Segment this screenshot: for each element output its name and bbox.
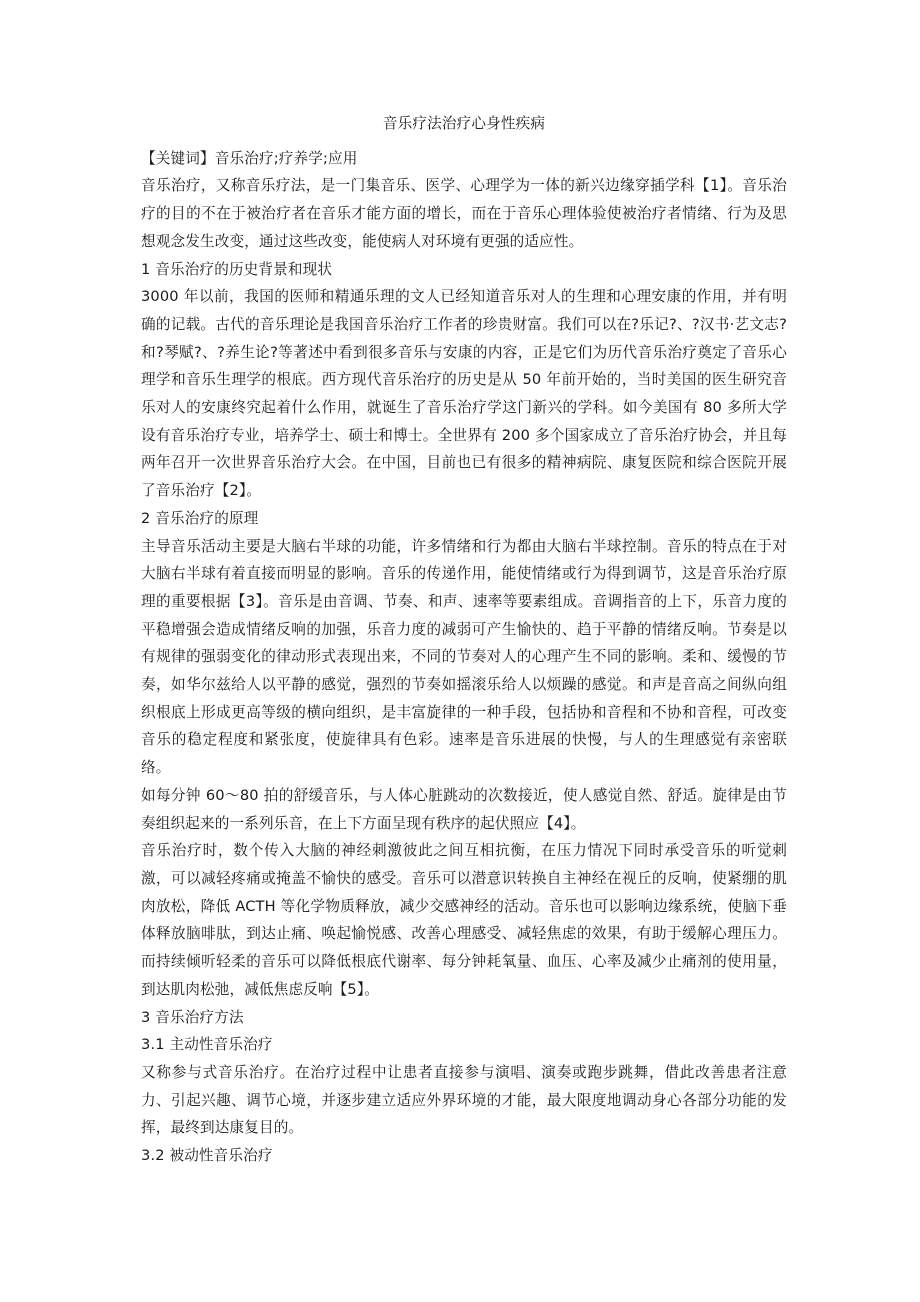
- keywords-line: 【关键词】音乐治疗;疗养学;应用: [141, 149, 358, 167]
- subsection-heading-active: 3.1 主动性音乐治疗: [141, 1036, 273, 1054]
- mechanism-paragraph: 音乐治疗时，数个传入大脑的神经刺激彼此之间互相抗衡，在压力情况下同时承受音乐的听觉刺激，可以减轻疼痛或掩盖不愉快的感受。音乐可以潜意识转换自主神经在视丘的反响，使紧绷的肌肉放松，降低 ACTH 等化学物质释放，减少交感神经的活动。音乐也可以影响边缘系统，使脑下垂体释放脑啡肽，到达止痛、唤起愉悦感、改善心理感受、减轻焦虑的效果，有助于缓解心理压力。而持续倾听轻柔的音乐可以降低根底代谢率、每分钟耗氧量、血压、心率及减少止痛剂的使用量，到达肌肉松弛，减低焦虑反响【5】。: [141, 842, 787, 998]
- section-heading-principle: 2 音乐治疗的原理: [141, 509, 259, 527]
- document-title: 音乐疗法治疗心身性疾病: [382, 115, 546, 132]
- active-therapy-paragraph: 又称参与式音乐治疗。在治疗过程中让患者直接参与演唱、演奏或跑步跳舞，借此改善患者注意力、引起兴趣、调节心境，并逐步建立适应外界环境的才能，最大限度地调动身心各部分功能的发挥，最终到达康复目的。: [141, 1063, 787, 1137]
- subsection-heading-passive: 3.2 被动性音乐治疗: [141, 1147, 273, 1165]
- principle-paragraph: 主导音乐活动主要是大脑右半球的功能，许多情绪和行为都由大脑右半球控制。音乐的特点在于对大脑右半球有着直接而明显的影响。音乐的传递作用，能使情绪或行为得到调节，这是音乐治疗原理的重要根据【3】。音乐是由音调、节奏、和声、速率等要素组成。音调指音的上下，乐音力度的平稳增强会造成情绪反响的加强，乐音力度的减弱可产生愉快的、趋于平静的情绪反响。节奏是以有规律的强弱变化的律动形式表现出来，不同的节奏对人的心理产生不同的影响。柔和、缓慢的节奏，如华尔兹给人以平静的感觉，强烈的节奏如摇滚乐给人以烦躁的感觉。和声是音高之间纵向组织根底上形成更高等级的横向组织，是丰富旋律的一种手段，包括协和音程和不协和音程，可改变音乐的稳定程度和紧张度，使旋律具有色彩。速率是音乐进展的快慢，与人的生理感觉有亲密联络。: [141, 537, 787, 777]
- section-heading-methods: 3 音乐治疗方法: [141, 1008, 244, 1026]
- document-page: [141, 110, 787, 1170]
- section-heading-history: 1 音乐治疗的历史背景和现状: [141, 260, 333, 278]
- history-paragraph: 3000 年以前，我国的医师和精通乐理的文人已经知道音乐对人的生理和心理安康的作用，并有明确的记载。古代的音乐理论是我国音乐治疗工作者的珍贵财富。我们可以在?乐记?、?汉书·艺文志?和?琴赋?、?养生论?等著述中看到很多音乐与安康的内容，正是它们为历代音乐治疗奠定了音乐心理学和音乐生理学的根底。西方现代音乐治疗的历史是从 50 年前开始的，当时美国的医生研究音乐对人的安康终究起着什么作用，就诞生了音乐治疗学这门新兴的学科。如今美国有 80 多所大学设有音乐治疗专业，培养学士、硕士和博士。全世界有 200 多个国家成立了音乐治疗协会，并且每两年召开一次世界音乐治疗大会。在中国，目前也已有很多的精神病院、康复医院和综合医院开展了音乐治疗【2】。: [141, 288, 787, 500]
- intro-paragraph: 音乐治疗，又称音乐疗法，是一门集音乐、医学、心理学为一体的新兴边缘穿插学科【1】。音乐治疗的目的不在于被治疗者在音乐才能方面的增长，而在于音乐心理体验使被治疗者情绪、行为及思想观念发生改变，通过这些改变，能使病人对环境有更强的适应性。: [141, 177, 787, 250]
- tempo-paragraph: 如每分钟 60～80 拍的舒缓音乐，与人体心脏跳动的次数接近，使人感觉自然、舒适。旋律是由节奏组织起来的一系列乐音，在上下方面呈现有秩序的起伏照应【4】。: [141, 786, 787, 832]
